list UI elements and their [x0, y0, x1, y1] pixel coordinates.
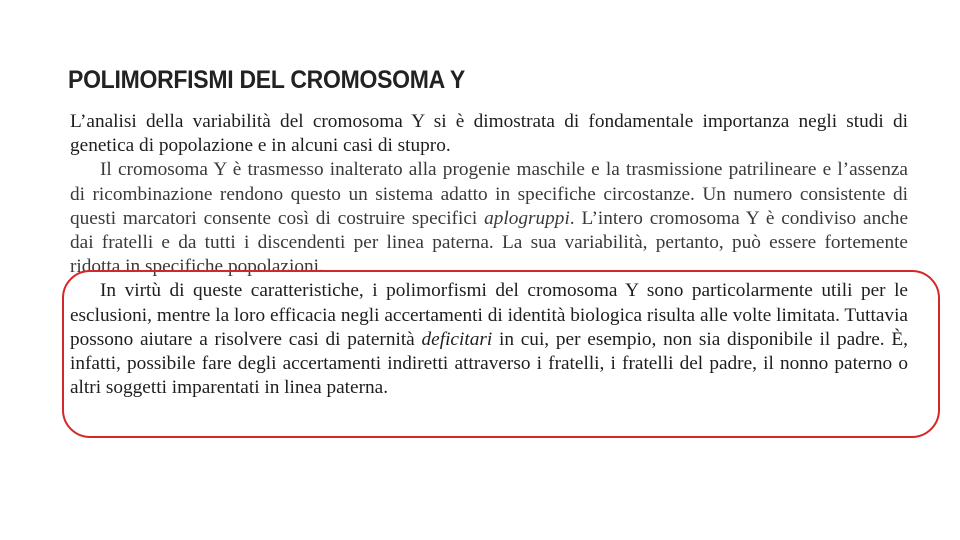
paragraph-intro	[70, 110, 908, 158]
paragraph-highlighted-text-a: In virtù di queste caratteristiche, i polimorfismi del cromosoma Y sono particolarmente utili per le esclusioni, mentre la loro efficacia negli accertamenti di identità biologica risulta alle volte limitata. Tuttavia possono aiutare a risolvere casi di paternità	[70, 280, 908, 350]
paragraph-highlighted-text-b: in cui, per esempio, non sia disponibile il padre. È, infatti, possibile fare degli accertamenti indiretti attraverso i fratelli, i fratelli del padre, il nonno paterno o altri soggetti imparentati in linea paterna.	[70, 328, 908, 399]
aplogruppi-term: aplogruppi	[484, 207, 570, 229]
paragraph-transmission-text-b: . L’intero cromosoma Y è condiviso anche dai fratelli e da tutti i discendenti per linea paterna. La sua variabilità, pertanto, può essere fortemente ridotta in specifiche popolazioni.	[70, 207, 908, 278]
paragraph-transmission	[70, 158, 908, 279]
deficitari-term: deficitari	[421, 328, 493, 350]
paragraph-transmission-text-a: Il cromosoma Y è trasmesso inalterato alla progenie maschile e la trasmissione patrilineare e l’assenza di ricombinazione rendono questo un sistema adatto in specifiche circostanze. Un numero consistente di questi marcatori consente così di costruire specifici	[70, 159, 908, 229]
highlight-box	[62, 270, 940, 438]
section-heading: POLIMORFISMI DEL CROMOSOMA Y	[68, 66, 465, 94]
paragraph-intro-text: L’analisi della variabilità del cromosoma Y si è dimostrata di fondamentale importanza negli studi di genetica di popolazione e in alcuni casi di stupro.	[70, 111, 908, 157]
